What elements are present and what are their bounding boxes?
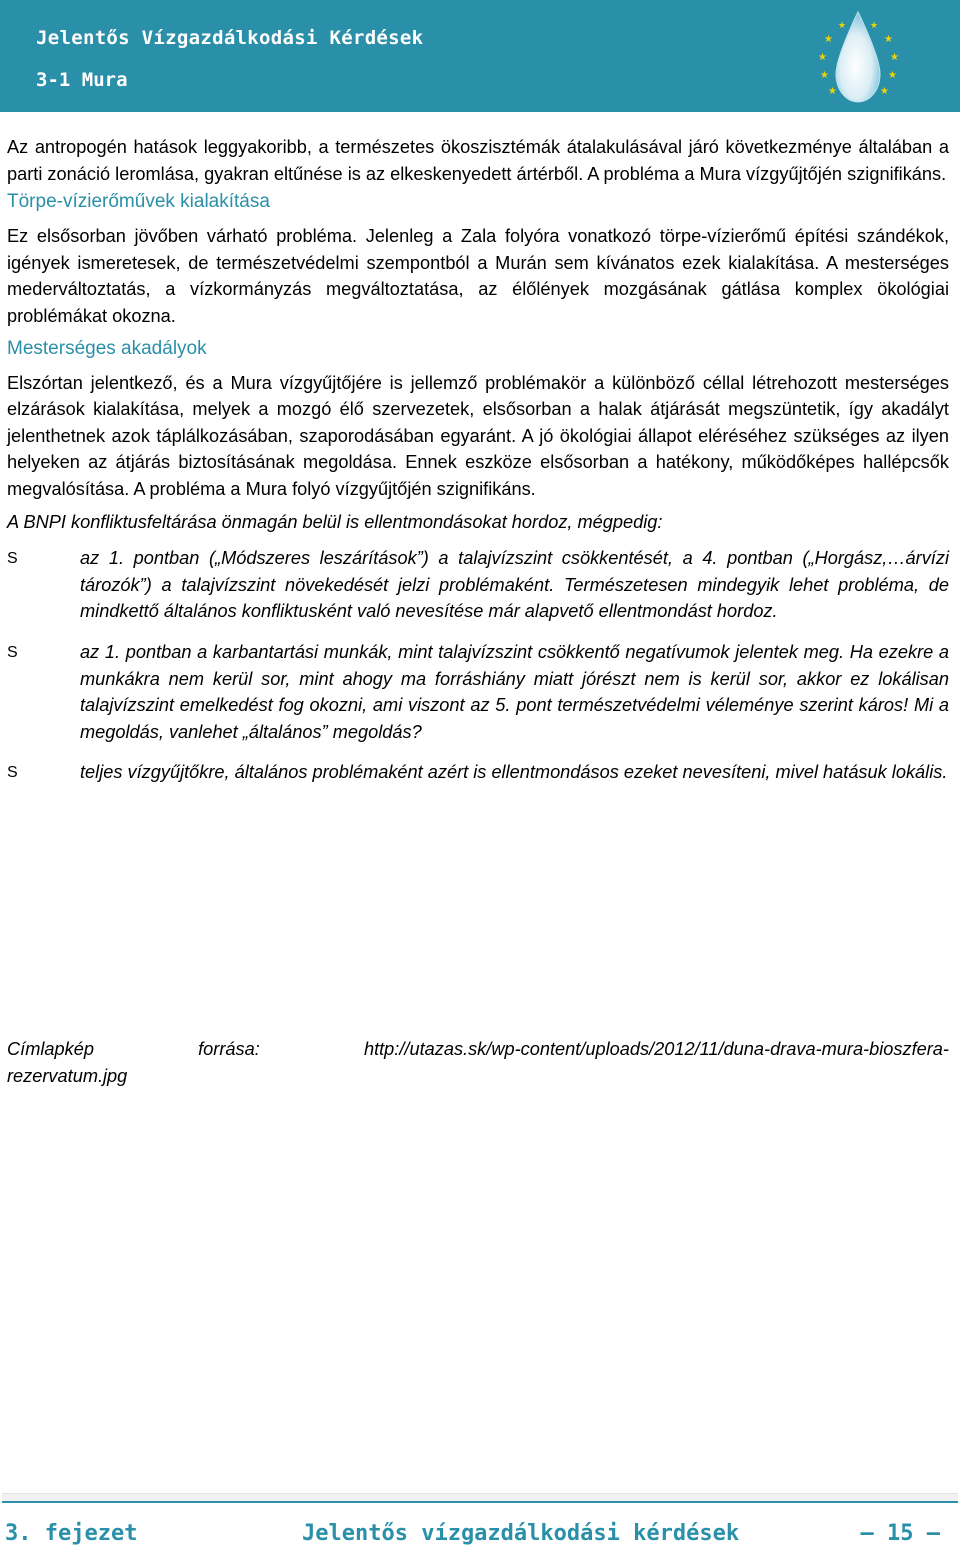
contradiction-list [7,545,949,786]
source-label-2: forrása: [198,1039,260,1059]
source-url: http://utazas.sk/wp-content/uploads/2012/11/duna-drava-mura-bioszfera- [363,1039,949,1059]
paragraph-intro: Az antropogén hatások leggyakoribb, a természetes ökoszisztémák átalakulásával járó következménye általában a parti zonáció leromlása, gyakran eltűnése is az elkeskenyedett ártérből. A probléma a Mura vízgyűjtőjén szignifikáns. [7,137,949,184]
footer-title: Jelentős vízgazdálkodási kérdések [302,1521,740,1546]
footer-chapter: 3. fejezet [5,1521,138,1546]
page-number: — 15 — [860,1521,940,1546]
cover-image-source [7,1036,949,1089]
svg-text:★: ★ [820,70,829,81]
source-label-1: Címlapkép [7,1039,94,1059]
paragraph-torpe: Ez elsősorban jövőben várható probléma. Jelenleg a Zala folyóra vonatkozó törpe-vízierőmű építési szándékok, igények ismeretesek, de természetvédelmi szempontból a Murán sem kívánatos ezek kialakítása. A mesterséges mederváltoztatás, a vízkormányzás megváltoztatása, az élőlények mozgásának gátlása komplex ökológiai problémákat okozna. [7,226,949,326]
svg-text:★: ★ [884,34,893,45]
list-item: S teljes vízgyűjtőkre, általános problémaként azért is ellentmondásos ezeket nevesíteni, mivel hatásuk lokális. [7,762,948,783]
page-header [0,0,960,112]
section-heading-akadalyok: Mesterséges akadályok [7,337,207,359]
main-content [7,134,949,800]
list-item: S az 1. pontban a karbantartási munkák, mint talajvízszint csökkentő negatívumok jelentek meg. Ha ezekre a munkákra nem kerül sor, mint ahogy ma forráshiány miatt jórészt nem is kerül sor, akkor ez lokálisan talajvízszint emelkedést fog okozni, ami viszont az 5. pont természetvédelmi véleménye szerint káros! Mi a megoldás, vanlehet „általános” megoldás? [7,641,949,742]
bullet-s-icon: S [7,764,18,782]
list-intro: A BNPI konfliktusfeltárása önmagán belül is ellentmondásokat hordoz, mégpedig: [7,511,663,532]
page-footer [5,1521,940,1549]
paragraph-akadalyok: Elszórtan jelentkező, és a Mura vízgyűjtőjére is jellemző problémakör a különböző céllal létrehozott mesterséges elzárások kialakítása, melyek a mozgó élő szervezetek, elsősorban a halak átjárását megszüntetik, így akadályt jelenthetnek azok táplálkozásában, szaporodásában egyaránt. A jó ökológiai állapot eléréséhez szükséges az ilyen helyeken az átjárás biztosításának megoldása. Ennek eszköze elsősorban a hatékony, működőképes hallépcsők megvalósítása. A probléma a Mura folyó vízgyűjtőjén szignifikáns. [7,372,949,499]
section-heading-torpe: Törpe-vízierőművek kialakítása [7,191,270,213]
svg-text:★: ★ [828,86,837,97]
list-item: S az 1. pontban („Módszeres leszárítások”) a talajvízszint csökkentését, a 4. pontban („Horgász,…árvízi tározók”) a talajvízszint növekedését jelzi problémaként. Természetesen mindegyik lehet probléma, de mindkettő általános konfliktusként való nevesítése már alapvető ellentmondást hordoz. [7,548,949,622]
bullet-s-icon: S [7,550,18,568]
header-subtitle: 3-1 Mura [36,69,128,91]
svg-text:★: ★ [870,20,879,30]
svg-text:★: ★ [824,34,833,45]
svg-text:★: ★ [888,70,897,81]
svg-text:★: ★ [880,86,889,97]
source-url-continuation: rezervatum.jpg [7,1065,128,1086]
eu-water-drop-logo-icon [808,8,908,108]
svg-text:★: ★ [838,20,847,30]
svg-text:★: ★ [890,52,899,63]
svg-text:★: ★ [818,52,827,63]
header-title: Jelentős Vízgazdálkodási Kérdések [36,27,424,49]
bullet-s-icon: S [7,643,18,661]
footer-divider [2,1493,958,1503]
